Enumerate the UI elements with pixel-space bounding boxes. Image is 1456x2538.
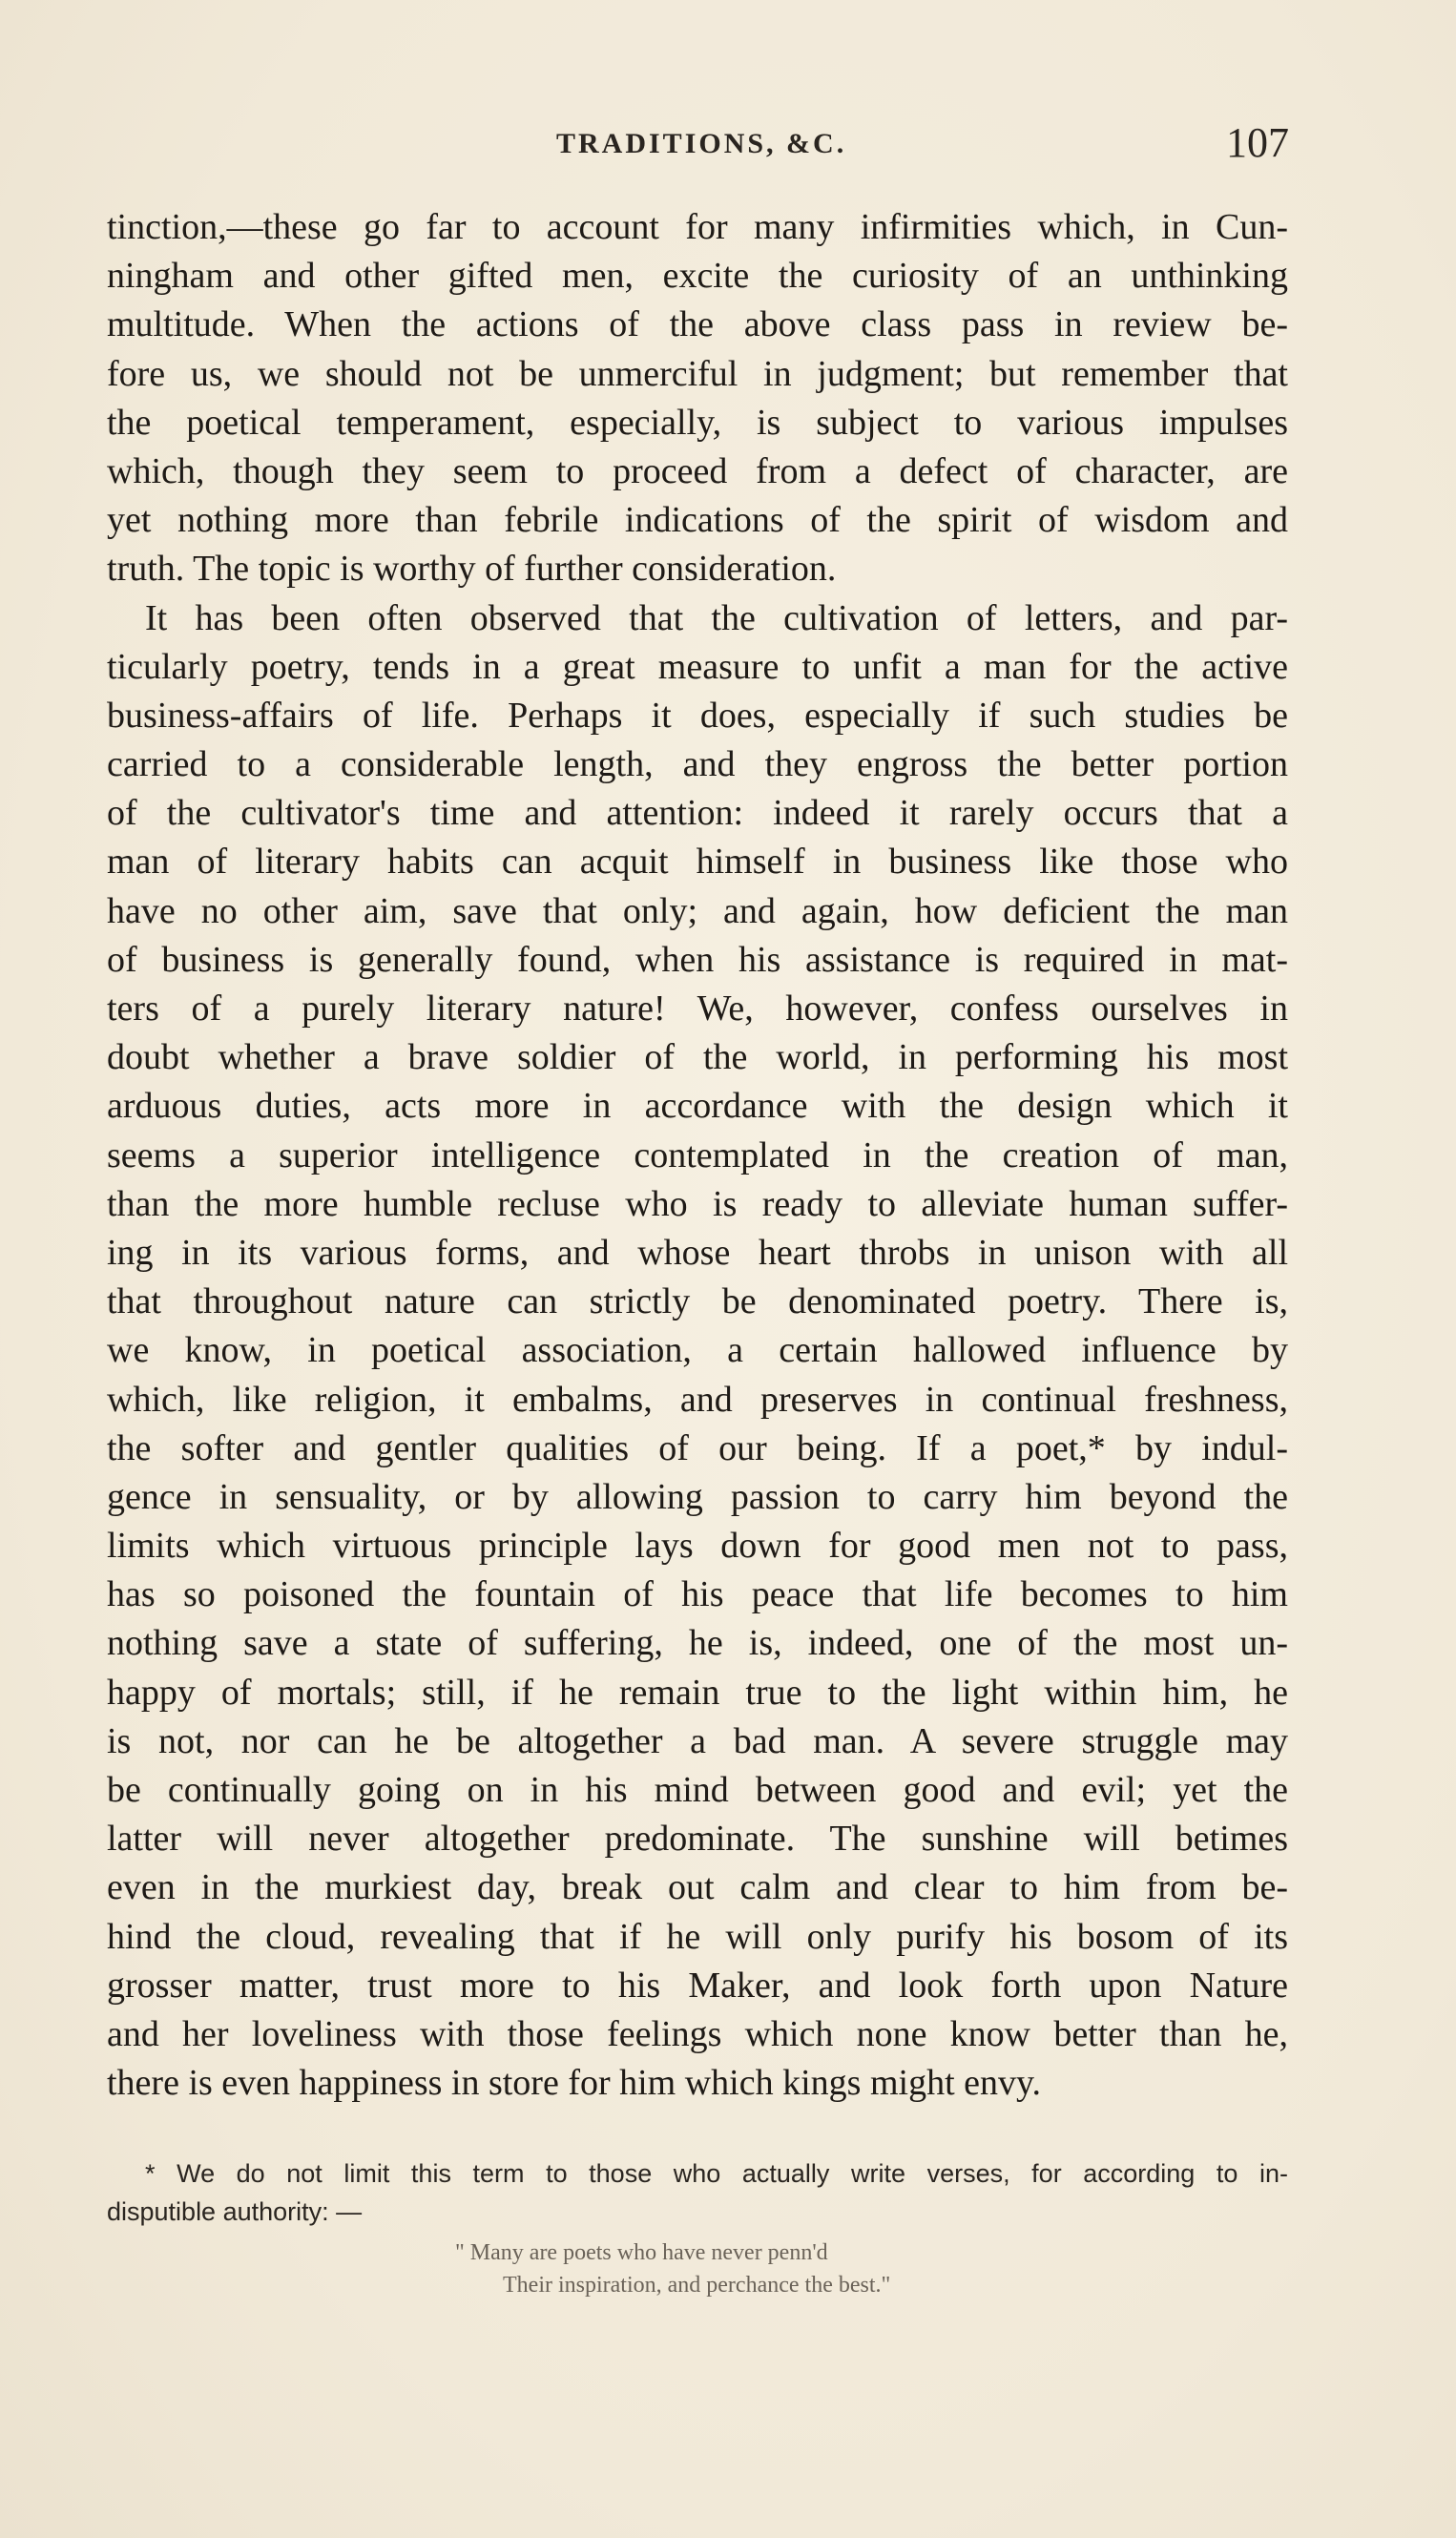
text-line: multitude. When the actions of the above class pass in review be-	[107, 304, 1288, 345]
text-line: that throughout nature can strictly be denominated poetry. There is,	[107, 1281, 1288, 1322]
verse-line: " Many are poets who have never penn'd	[455, 2240, 828, 2265]
text-line: ing in its various forms, and whose heart throbs in unison with all	[107, 1232, 1288, 1273]
text-line: the poetical temperament, especially, is subject to various impulses	[107, 402, 1288, 443]
text-line: hind the cloud, revealing that if he will only purify his bosom of its	[107, 1916, 1288, 1957]
text-line: ters of a purely literary nature! We, however, confess ourselves in	[107, 988, 1288, 1029]
text-line: ticularly poetry, tends in a great measure to unfit a man for the active	[107, 646, 1288, 687]
footnote	[107, 2154, 1288, 2301]
text-line: gence in sensuality, or by allowing passion to carry him beyond the	[107, 1476, 1288, 1517]
running-head	[0, 118, 1456, 176]
page-number: 107	[1226, 119, 1289, 166]
text-line: fore us, we should not be unmerciful in judgment; but remember that	[107, 353, 1288, 394]
text-line: and her loveliness with those feelings which none know better than he,	[107, 2013, 1288, 2054]
text-line: there is even happiness in store for him which kings might envy.	[107, 2063, 1042, 2104]
footnote-verse	[455, 2236, 1288, 2301]
text-line: has so poisoned the fountain of his peace that life becomes to him	[107, 1574, 1288, 1615]
text-line: seems a superior intelligence contemplated in the creation of man,	[107, 1134, 1288, 1175]
text-line: which, though they seem to proceed from a defect of character, are	[107, 450, 1288, 491]
text-line: even in the murkiest day, break out calm and clear to him from be-	[107, 1867, 1288, 1908]
verse-line: Their inspiration, and perchance the best."	[503, 2273, 891, 2298]
text-line: arduous duties, acts more in accordance with the design which it	[107, 1086, 1288, 1127]
paragraph-first-line: It has been often observed that the cultivation of letters, and par-	[145, 597, 1288, 638]
text-line: man of literary habits can acquit himself in business like those who	[107, 842, 1288, 883]
text-line: the softer and gentler qualities of our being. If a poet,* by indul-	[107, 1427, 1288, 1468]
text-line: tinction,—these go far to account for many infirmities which, in Cun-	[107, 207, 1288, 247]
text-line: is not, nor can he be altogether a bad man. A severe struggle may	[107, 1720, 1288, 1761]
text-line: truth. The topic is worthy of further consideration.	[107, 549, 837, 590]
text-line: ningham and other gifted men, excite the curiosity of an unthinking	[107, 256, 1288, 297]
footnote-line: * We do not limit this term to those who actually write verses, for according to in-	[145, 2159, 1288, 2188]
text-line: of the cultivator's time and attention: indeed it rarely occurs that a	[107, 793, 1288, 834]
text-line: nothing save a state of suffering, he is, indeed, one of the most un-	[107, 1623, 1288, 1664]
text-line: grosser matter, trust more to his Maker, and look forth upon Nature	[107, 1965, 1288, 2006]
text-line: yet nothing more than febrile indications of the spirit of wisdom and	[107, 500, 1288, 541]
text-line: happy of mortals; still, if he remain true to the light within him, he	[107, 1672, 1288, 1713]
text-line: carried to a considerable length, and they engross the better portion	[107, 744, 1288, 785]
text-line: latter will never altogether predominate. The sunshine will betimes	[107, 1819, 1288, 1860]
running-title: TRADITIONS, &C.	[556, 128, 847, 159]
body-text	[107, 203, 1288, 2108]
text-line: be continually going on in his mind between good and evil; yet the	[107, 1770, 1288, 1810]
footnote-line: disputible authority: —	[107, 2197, 363, 2226]
text-line: we know, in poetical association, a certain hallowed influence by	[107, 1330, 1288, 1371]
text-line: than the more humble recluse who is ready to alleviate human suffer-	[107, 1183, 1288, 1224]
text-line: have no other aim, save that only; and again, how deficient the man	[107, 890, 1288, 931]
text-line: limits which virtuous principle lays down for good men not to pass,	[107, 1526, 1288, 1567]
text-line: doubt whether a brave soldier of the world, in performing his most	[107, 1037, 1288, 1078]
text-line: business-affairs of life. Perhaps it does, especially if such studies be	[107, 695, 1288, 736]
text-line: which, like religion, it embalms, and preserves in continual freshness,	[107, 1379, 1288, 1420]
text-line: of business is generally found, when his assistance is required in mat-	[107, 939, 1288, 980]
